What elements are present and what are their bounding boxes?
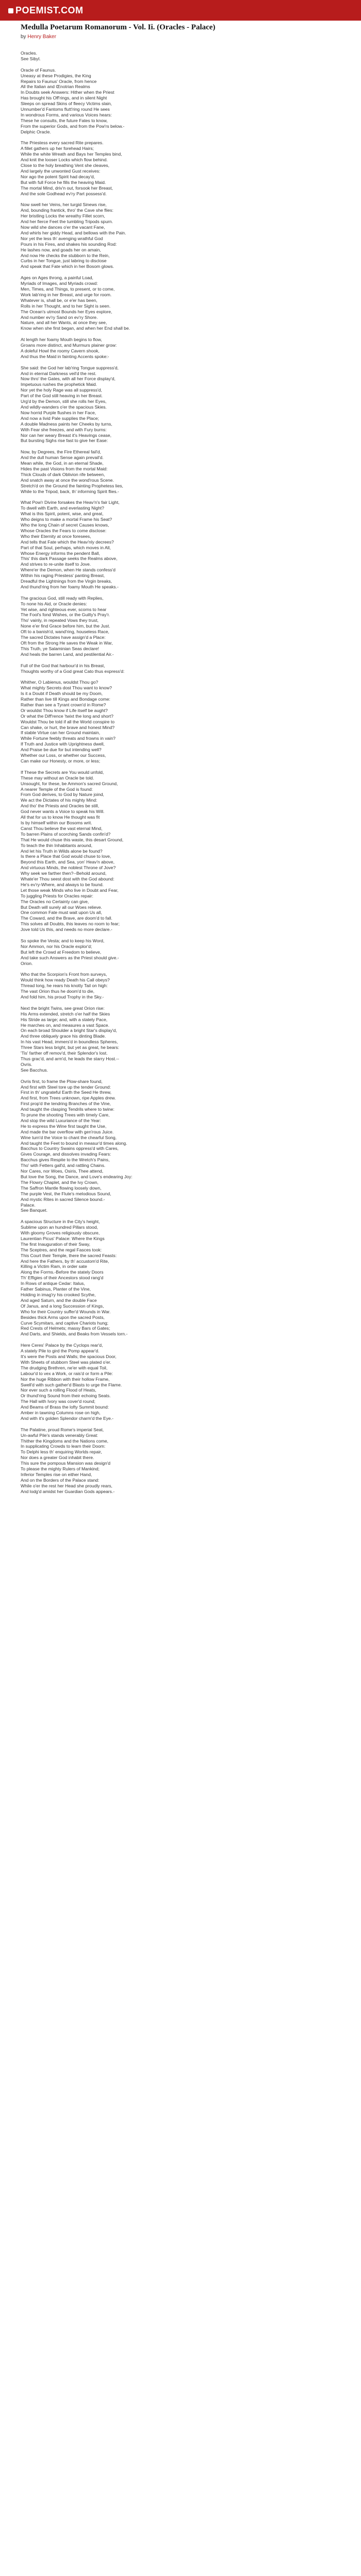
poem-line: Who that the Scorpion's Front from surveys, <box>21 972 107 977</box>
poem-line: Nor ever such a rolling Flood of Heats, <box>21 1387 96 1393</box>
poem-line: A nearer Temple of the God is found: <box>21 786 93 792</box>
poem-line: Within his raging Priestess' panting Breast, <box>21 573 105 579</box>
poem-line: His Stride as large; and, with a stately Pace, <box>21 1016 108 1022</box>
poem-line: Or wouldst Thou know if Life itself be aught? <box>21 707 108 713</box>
poem-line: What is this Spirit, potent, wise, and great, <box>21 511 104 517</box>
poem-line: Killing a Victim Ram, in order sate <box>21 1264 87 1269</box>
poem-line: Nor Ammon, nor his Oracle explor'd; <box>21 943 92 949</box>
poem-line: Oft to a banish'd, wand'ring, houseless Race, <box>21 629 109 635</box>
poem-line: These he consults, the future Fates to know, <box>21 117 108 123</box>
poem-line: And thus the Maid in fainting Accents spoke:- <box>21 353 109 359</box>
poem-line: So spoke the Vesta; and to keep his Word, <box>21 938 105 943</box>
poem-line: Thoughts worthy of a God great Cato thus express'd: <box>21 668 125 674</box>
poem-line: Swell'd with such gather'd Blasts to urge the Flame. <box>21 1382 122 1387</box>
poem-line: A spacious Structure in the City's height, <box>21 1219 100 1225</box>
poem-line: And tells that Fate which the Heav'nly decrees? <box>21 539 114 545</box>
poem-line: He's ev'ry-Where, and always to be found. <box>21 882 104 887</box>
poem-line: Whither, O Labienus, wouldst Thou go? <box>21 680 99 685</box>
poem-line: The gracious God, still ready with Replies, <box>21 595 104 601</box>
poem-line: Nor the huge Ribbon with their hollow Frame, <box>21 1376 110 1382</box>
poem-line: Holding in imag'ry his crooked Scythe, <box>21 1292 96 1298</box>
stanza-gap <box>21 331 340 337</box>
poem-line: And made the bar overflow with gen'rous Juice. <box>21 1129 114 1134</box>
poem-line: In Rows of antique Cedar: Italus, <box>21 1281 85 1286</box>
poem-line: Nor can her weary Breast it's Heavings cease, <box>21 432 111 438</box>
poem-line: The drudging Brethren, ne'er with equal Toil, <box>21 1365 108 1370</box>
poem-line: This solves all Doubts, this leaves no room to fear; <box>21 921 120 927</box>
poem-line: He lashes now, and goads her on amain, <box>21 247 101 252</box>
poem-line: And take such Answers as the Priest should give.- <box>21 955 119 960</box>
top-bar <box>0 0 361 21</box>
poem-line: At length her foamy Mouth begins to flow, <box>21 337 102 343</box>
poem-line: Besides thick Arms upon the sacred Posts, <box>21 1314 105 1320</box>
poem-line: Nor ago the potent Spirit had decay'd, <box>21 174 95 179</box>
poem-line: And thund'ring from her foamy Mouth He speaks.- <box>21 584 119 589</box>
poem-line: Oracles. <box>21 50 37 56</box>
poem-line: Amber in tawning Columns rose on high, <box>21 1410 101 1416</box>
poem-line: And stop the wild Luxuriance of the Year: <box>21 1117 101 1123</box>
poem-line: These may without an Oracle be told. <box>21 775 94 781</box>
poem-line: And mystic Rites in sacred Silence bound.- <box>21 1196 105 1202</box>
poem-line: The vast Orion thus he doom'd to die, <box>21 989 95 994</box>
poem-line: To teach the thin Inhabitants around, <box>21 842 93 848</box>
stanza-gap <box>21 764 340 770</box>
poem-line: The Priestess every sacred Rite prepares. <box>21 140 104 146</box>
poem-line: Nor Cares, nor Woes, Osiris, Thee attend, <box>21 1168 104 1174</box>
poem-content <box>21 23 340 1495</box>
poem-line: Yet wise, and righteous ever, scorns to hear <box>21 606 107 612</box>
poem-line: And with it's golden Splendor charm'd the Eye.- <box>21 1415 114 1421</box>
poem-line: Part of the God still heaving in her Breast. <box>21 393 103 399</box>
poem-line: Work lab'ring in her Breast, and urge for room. <box>21 292 112 297</box>
poem-line: But bursting Sighs rise fast to give her Ease: <box>21 438 108 444</box>
poem-line: This sure the pompous Mansion was design'd <box>21 1461 111 1466</box>
poem-body <box>21 50 340 1495</box>
poem-line: Can shake, or hurt, the brave and honest Mind? <box>21 724 115 730</box>
poem-line: Who for their Country suffer'd Wounds in War. <box>21 1309 111 1314</box>
poem-line: Wine turn'd the Voice to chant the chearful Song, <box>21 1134 117 1140</box>
poem-line: And speak that Fate which in her Bosom glows. <box>21 264 114 269</box>
stanza-gap <box>21 494 340 500</box>
poem-line: Jove told Us this, and needs no more declare.- <box>21 927 112 933</box>
poem-line: Is it a Doubt if Death should be my Doom, <box>21 691 103 697</box>
poem-line: Impetuous rushes the prophetick Maid. <box>21 382 97 387</box>
poem-line: Rather than live till Kings and Bondage come: <box>21 697 110 702</box>
poem-line: All the Italian and Œnotrian Realms <box>21 84 90 90</box>
poem-line: Ovris first, to frame the Plow-share found, <box>21 1078 103 1084</box>
poem-line: And on the Borders of the Palace stand: <box>21 1477 100 1483</box>
poem-line: Tho' with Fetters gall'd, and rattling Chains. <box>21 1163 106 1168</box>
poem-line: The Saffron Mantle flowing loosely down, <box>21 1185 102 1191</box>
poem-line: The Hall with Ivory was cover'd round; <box>21 1399 95 1404</box>
poem-line: And taught the Feet to bound in measur'd times along. <box>21 1140 127 1146</box>
poem-line: Un-awful Pile's stands venerably Great: <box>21 1432 99 1438</box>
poem-line: Urg'd by the Demon, still she rolls her Eyes, <box>21 399 107 404</box>
poem-line: Mean while, the God, in an eternal Shade, <box>21 461 104 466</box>
poem-line: Inferior Temples rise on either Hand, <box>21 1471 92 1477</box>
poem-line: If These the Secrets are You would unfold, <box>21 769 104 775</box>
author-link[interactable]: Henry Baker <box>27 34 56 40</box>
poem-line: A stately Pile to gird the Pomp appear'd. <box>21 1348 100 1354</box>
poem-line: From the superior Gods, and from the Pow'rs below.- <box>21 123 125 129</box>
poem-line: This Truth, ye Salaminian Seas declare! <box>21 646 99 651</box>
poem-line: Part of that Soul, perhaps, which moves in All, <box>21 545 111 550</box>
logo-text: POEMIST.COM <box>15 5 84 15</box>
poem-line: And in eternal Darkness veil'd the rest. <box>21 370 96 376</box>
poem-line: The Palatine, proud Rome's imperial Seat, <box>21 1427 104 1432</box>
stanza-gap <box>21 62 340 67</box>
poem-line: Now thro' the Gates, with all her Force display'd, <box>21 376 116 382</box>
poem-line: Uneasy at these Prodigies, the King <box>21 73 91 78</box>
poem-line: Here Ceres' Palace by the Cyclops rear'd, <box>21 1343 103 1348</box>
poem-line: And number ev'ry Sand on ev'ry Shore. <box>21 314 98 320</box>
poem-line: Red Crests of Helmets; massy Bars of Gates; <box>21 1326 110 1331</box>
poem-line: Oracle of Faunus. <box>21 67 56 73</box>
poem-line: Has brought his Off'rings, and in silent Night <box>21 95 107 101</box>
poem-line: Can make our Honesty, or more, or less; <box>21 758 101 764</box>
poem-line: Now, by Degrees, the Fire Ethereal fail'd, <box>21 449 101 455</box>
poem-line: It's were the Posts and Walls; the spacious Door, <box>21 1353 117 1359</box>
poem-line: The sacred Dictates have assign'd a Place: <box>21 635 106 640</box>
poem-line: If Truth and Justice with Uprightness dwell, <box>21 741 105 747</box>
poem-line: Next the bright Twins, see great Orion rise: <box>21 1005 105 1011</box>
poem-line: See Sibyl. <box>21 56 41 61</box>
poem-line: Is by himself within our Bosoms writ. <box>21 820 92 825</box>
poem-line: And now He checks the stubborn to the Rein, <box>21 252 110 258</box>
poem-line: All that for us to know He thought was fit <box>21 815 100 820</box>
poem-line: Hides the past Visions from the mortal Maid: <box>21 466 108 471</box>
poem-line: The Oracles no Certainty can give, <box>21 899 89 904</box>
poem-line: While Fortune feebly threats and frowns in vain? <box>21 736 116 741</box>
poem-line: And snatch away at once the wond'rous Scene. <box>21 477 114 483</box>
poem-line: But left the Crowd at Freedom to believe, <box>21 949 102 955</box>
poem-line: Pours in his Fires, and shakes his sounding Rod: <box>21 241 117 247</box>
poem-line: Rather than see a Tyrant crown'd in Rome? <box>21 702 106 707</box>
poem-line: To barren Plains of scorching Sands confin'd? <box>21 831 111 837</box>
poem-line: Now horrid Purple flushes in her Face, <box>21 410 96 415</box>
author-prefix: by <box>21 34 26 40</box>
poem-line: Of Janus, and a long Succession of Kings, <box>21 1303 104 1309</box>
poem-line: Rolls in her Thought, and to her Sight is seen. <box>21 303 111 309</box>
poem-line: And taught the clasping Tendrils where to twine: <box>21 1107 114 1112</box>
poem-line: Th' Effigies of their Ancestors stood rang'd <box>21 1275 104 1281</box>
poem-line: With gloomy Groves religiously obscure, <box>21 1230 100 1236</box>
stanza-gap <box>21 933 340 938</box>
poem-line: And lodg'd amidst her Guardian Gods appears.- <box>21 1488 115 1494</box>
stanza-gap <box>21 590 340 596</box>
stanza-gap <box>21 1073 340 1079</box>
poem-line: None e'er find Grace before him, but the Just. <box>21 623 110 629</box>
poem-line: A double Madness paints her Cheeks by turns, <box>21 421 112 427</box>
stanza-gap <box>21 1213 340 1219</box>
poem-line: Whatever is, shall be, or e'er has been, <box>21 297 97 303</box>
poem-line: And whirls her giddy Head, and bellows with the Pain. <box>21 230 126 235</box>
poem-line: Bacchus to Country Swains oppress'd with Cares, <box>21 1146 119 1151</box>
poem-line: And aged Saturn, and the double Face <box>21 1297 97 1303</box>
stanza-gap <box>21 444 340 449</box>
poem-line: She said: the God her lab'ring Tongue suppress'd, <box>21 365 119 370</box>
poem-line: And tho' the Priests and Oracles be still, <box>21 803 100 809</box>
poem-line: To dwell with Earth, and everlasting Night? <box>21 505 104 511</box>
poem-line: On each broad Shoulder a bright Star's display'd, <box>21 1028 117 1033</box>
poem-line: Nor yet the holy Rage was all suppress'd, <box>21 387 102 393</box>
poem-line: Curve Scymitars, and captive Chariots hung; <box>21 1320 109 1326</box>
poem-line: Laurentian Picus' Palace: Where the Kings <box>21 1235 105 1241</box>
poem-line: To prune the shooting Trees with timely Care, <box>21 1112 110 1118</box>
poem-line: But love the Song, the Dance, and Love's endearing Joy: <box>21 1174 133 1179</box>
poem-line: Three Stars less bright, but yet as great, he bears: <box>21 1045 120 1050</box>
poem-line: First prop'd the tendring Branches of the Vine, <box>21 1101 111 1107</box>
poem-title: Medulla Poetarum Romanorum - Vol. Ii. (Oracles - Palace) <box>21 23 216 31</box>
stanza-gap <box>21 135 340 141</box>
poem-line: See Bacchus. <box>21 1067 48 1073</box>
poem-line: The Sceptres, and the regal Fasces took: <box>21 1247 102 1252</box>
poem-line: This Court their Temple, there the sacred Feasts: <box>21 1252 117 1258</box>
poem-line: The mortal Mind, driv'n out, forsook her Breast, <box>21 185 113 191</box>
poem-line: The Fool's fond Wishes, or the Guilty's Pray'r. <box>21 612 110 618</box>
poem-line: Where'er the Demon, when He stands confess'd <box>21 567 116 573</box>
stanza-gap <box>21 1421 340 1427</box>
stanza-gap <box>21 269 340 275</box>
stanza-gap <box>21 360 340 365</box>
stanza-gap <box>21 1337 340 1343</box>
poem-line: And first with Steel tore up the tender Ground: <box>21 1084 111 1090</box>
poem-line: Sleeps on spread Skins of fleecy Victims slain, <box>21 101 112 107</box>
poem-line: Close to the holy breathing Vent she cleaves, <box>21 163 109 168</box>
poem-line: Who deigns to make a mortal Frame his Seat? <box>21 517 112 522</box>
poem-line: The Coward, and the Brave, are doom'd to fall. <box>21 916 112 921</box>
poem-line: And now a livid Pale supplies the Place; <box>21 415 99 421</box>
poem-line: Thus grac'd, and arm'd, he leads the starry Host.-- <box>21 1056 119 1061</box>
poem-line: But Death will surely all our Woes relieve. <box>21 904 102 910</box>
poem-line: This' this dark Passage seeks the Realms above, <box>21 556 118 562</box>
poem-line: To juggling Priests for Oracles repair: <box>21 893 93 899</box>
poem-line: And virtuous Minds, the noblest Throne of Jove? <box>21 865 116 871</box>
poem-line: He to express the Wine first taught the Use, <box>21 1123 107 1129</box>
poem-line: Thread long, he rears his knotty Tail on high: <box>21 983 108 989</box>
poem-line: See Banquet. <box>21 1208 48 1213</box>
poem-line: A fillet gathers up her forehead Hairs; <box>21 146 94 151</box>
poem-line: Whether our Loss, or whether our Success, <box>21 753 106 758</box>
stanza-gap <box>21 674 340 680</box>
poem-line: To please the mighty Rulers of Mankind; <box>21 1466 100 1472</box>
poem-line: And Praise be due for but intending well? <box>21 747 102 753</box>
poem-line: Curbs in her Tongue, just labring to disclose <box>21 258 107 264</box>
poem-line: He marches on, and measures a vast Space. <box>21 1022 109 1028</box>
poem-line: Men, Times, and Things, to present, or to come, <box>21 286 115 292</box>
poem-line: With Fear she freezes, and with Fury burns: <box>21 427 107 432</box>
poem-line: From God derives, to God by Nature joind, <box>21 792 104 798</box>
poem-line: Whate'er Thou seest dost with the God abound: <box>21 876 114 882</box>
poem-line: Repairs to Faunus' Oracle, from hence <box>21 78 97 84</box>
poem-line: And, bounding frantick, thro' the Cave she flies: <box>21 208 113 213</box>
poem-line: Unsought, for these, be Ammon's sacred Ground, <box>21 781 118 786</box>
poem-line: The purple Vest, the Flute's melodious Sound, <box>21 1191 111 1196</box>
poem-line: Whose Oracles the Fears to come disclose: <box>21 528 107 533</box>
poem-line: In Doubts seek Answers: Hither when the Priest <box>21 90 114 95</box>
poem-line: And first, from Trees unknown, ripe Apples drew. <box>21 1095 116 1101</box>
poem-line: Know when she first began, and when her End shall be. <box>21 326 130 331</box>
poem-line: Full of the God that harbour'd in his Breast, <box>21 663 105 668</box>
poem-line: Unnumber'd Fantoms flutt'ring round He sees <box>21 107 110 112</box>
poem-line: And the sole Godhead ev'ry Part possess'd. <box>21 191 107 196</box>
poem-line: God never wants a Voice to speak his Will. <box>21 809 105 815</box>
poem-byline <box>21 33 340 40</box>
poem-line: Wouldst Thou be told if all the World conspire to <box>21 719 115 724</box>
stanza-gap <box>21 1000 340 1006</box>
poem-line: Or thund'ring Sound from their echoing Seats. <box>21 1393 111 1399</box>
stanza-gap <box>21 197 340 202</box>
poem-line: Beyond this Earth, and Sea, yon' Heav'n above, <box>21 859 114 865</box>
poem-line: Nor does a greater God inhabit there. <box>21 1455 94 1461</box>
poem-line: Thither the Kingdoms and the Nations come, <box>21 1438 109 1444</box>
poem-line: The first Inauguration of their Sway, <box>21 1241 91 1247</box>
poem-line: Is there a Place that God would chuse to love, <box>21 854 111 859</box>
poem-line: And heals the barren Land, and pestilential Air.- <box>21 651 114 657</box>
poem-line: In supplicating Crowds to learn their Doom: <box>21 1444 106 1449</box>
poem-line: We act the Dictates of his mighty Mind: <box>21 798 97 803</box>
poem-line: Groans more distinct, and Murmurs plainer grow: <box>21 343 117 348</box>
poem-line: While to the Tripod, back, th' informing Spirit flies.- <box>21 488 119 494</box>
poem-line: Who the long Chain of secret Causes knows, <box>21 522 109 528</box>
poem-line: Canst Thou believe the vast eternal Mind, <box>21 825 103 831</box>
poem-line: Dreadful the Lightnings from the Virgin breaks, <box>21 579 112 584</box>
poem-line: Ovris. <box>21 1061 32 1067</box>
stanza-gap <box>21 657 340 663</box>
poem-line: First in th' ungrateful Earth the Seed He threw, <box>21 1090 111 1095</box>
site-logo[interactable] <box>8 5 84 16</box>
poem-line: Father Sabinus, Planter of the Vine, <box>21 1286 91 1292</box>
poem-line: Bacchus gives Respite to the Wretch's Pains, <box>21 1157 110 1163</box>
poem-line: And the dull human Sense again prevail'd. <box>21 455 104 461</box>
poem-line: Gives Courage, and dissolves invading Fears: <box>21 1151 111 1157</box>
poem-line: Labour'd to vex a Work, or rais'd or form a Pile: <box>21 1370 113 1376</box>
poem-line: Nature, and all her Wants, at once they see, <box>21 320 107 326</box>
poem-line: Tho' vainly, in repeated Vows they trust, <box>21 618 99 623</box>
poem-line: Let those weak Minds who live in Doubt and Fear, <box>21 887 119 893</box>
poem-line: While the white Wreath and Bays her Temples bind, <box>21 151 122 157</box>
poem-line: In his vast Head, immers'd in boundless Spheres, <box>21 1039 118 1045</box>
poem-line: That He would chuse this waste, this desart Ground, <box>21 837 124 842</box>
poem-line: 'Tis' farther off remov'd, their Splendor's lost. <box>21 1050 108 1056</box>
poem-line: And her fierce Feet the tumbling Tripods spurn. <box>21 219 113 225</box>
poem-line: A doleful Howl the roomy Cavern shook, <box>21 348 100 353</box>
poem-line: Delphic Oracle. <box>21 129 51 134</box>
poem-line: And knit the looser Locks which flow behind. <box>21 157 108 163</box>
poem-line: Palace. <box>21 1202 36 1208</box>
poem-line: Thick Clouds of dark Oblivion rife between, <box>21 471 105 477</box>
poem-line: The Ocean's utmost Bounds her Eyes explore, <box>21 309 112 314</box>
poem-line: While o'er the rest her Head she proudly rears, <box>21 1483 112 1488</box>
poem-line: And wildly-wanders o'er the spacious Skies. <box>21 404 107 410</box>
poem-line: Oft from the Strong He saves the Weak in War, <box>21 640 113 646</box>
poem-line: Stretch'd on the Ground the fainting Prophetess lies, <box>21 483 123 488</box>
poem-line: And Beams of Brass the lofty Summit bound: <box>21 1404 109 1410</box>
poem-line: One common Fate must wait upon Us all, <box>21 910 102 916</box>
poem-line: Now swell her Veins, her turgid Sinews rise, <box>21 202 107 208</box>
poem-line: Orion. <box>21 960 33 966</box>
poem-line: Sublime upon an hundred Pillars stood, <box>21 1225 99 1230</box>
poem-line: Ages on Ages throng, a painful Load, <box>21 275 93 281</box>
poem-line: Nor yet the less th' avenging wrathful God <box>21 235 103 241</box>
poem-line: And strives to re-unite itself to Jove. <box>21 562 91 567</box>
poem-line: What mighty Secrets dost Thou want to know? <box>21 685 112 691</box>
poem-line: And largely the unwonted Gust receives: <box>21 168 101 174</box>
poem-line: And here the Fathers, by th' accustom'd Rite, <box>21 1258 109 1264</box>
poem-line: What Pow'r Divine forsakes the Heav'n's fair Light, <box>21 500 120 505</box>
poem-line: Would think how ready Death his Call obeys? <box>21 977 110 983</box>
poem-line: In wondrous Forms, and various Voices hears: <box>21 112 112 117</box>
poem-line: To none his Aid, or Oracle denies: <box>21 601 87 606</box>
poem-line: And Darts, and Shields, and Beaks from Vessels torn.- <box>21 1331 128 1337</box>
poem-line: And let his Truth in Wilds alone be found? <box>21 848 103 854</box>
poem-line: Her bristling Locks the wreathy Fillet scorn, <box>21 213 105 219</box>
poem-line: With Sheets of stubborn Steel was plated o'er. <box>21 1359 111 1365</box>
poem-line: But with full Force he fills the heaving Maid. <box>21 179 106 185</box>
poem-line: Now wild she dances o'er the vacant Fane, <box>21 225 105 230</box>
poem-line: Whose Energy informs the pendent Ball, <box>21 550 100 556</box>
stanza-gap <box>21 967 340 972</box>
poem-line: And fold him, his proud Trophy in the Sky.- <box>21 994 104 1000</box>
poem-line: To Delphi less th' enquiring Worlds repair, <box>21 1449 102 1455</box>
poem-line: The Flowry Chaplet, and the Ivy Crown, <box>21 1179 99 1185</box>
poem-line: Along the Forms.-Before the stately Doors <box>21 1269 104 1275</box>
poem-line: Why seek we farther then?--Behold around, <box>21 871 107 876</box>
poem-line: Myriads of Images, and Myriads crowd: <box>21 281 98 286</box>
poem-line: Who their Eternity at once foresees, <box>21 533 91 539</box>
poem-line: His Arms extended, stretch o'er half the Skies <box>21 1011 110 1016</box>
poem-line: Or what the Diff'rence 'twixt the long and short? <box>21 713 113 719</box>
poem-line: If stable Virtue can her Ground maintain, <box>21 730 101 736</box>
poem-line: And three obliquely grace his dinting Blade. <box>21 1033 106 1039</box>
logo-icon <box>8 8 13 13</box>
